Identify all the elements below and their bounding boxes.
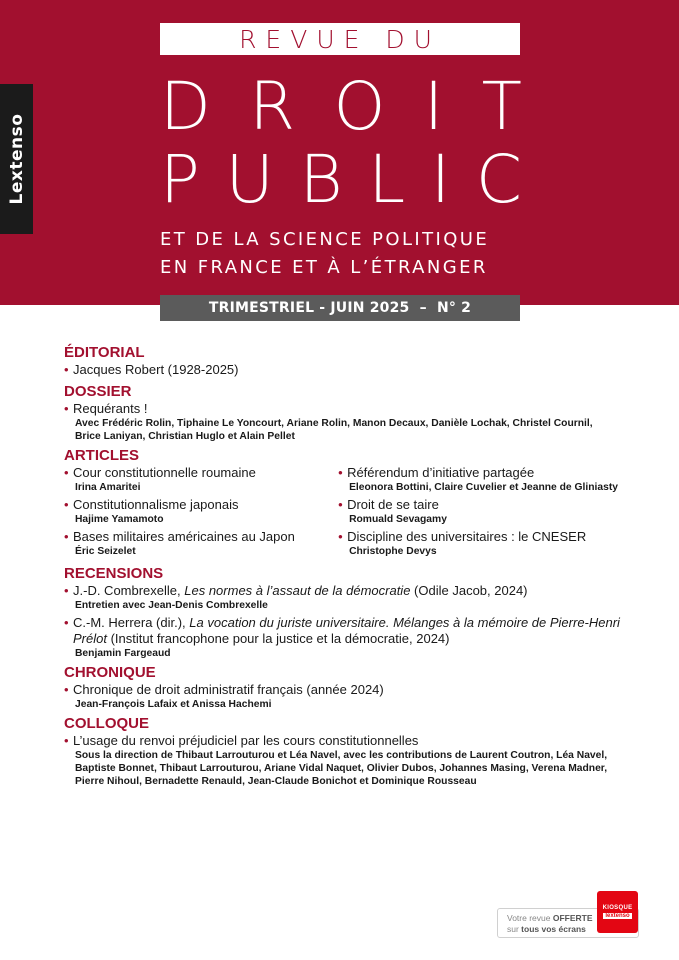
toc-authors: Irina Amaritei xyxy=(75,482,141,493)
toc-item: • Droit de se taire xyxy=(338,497,624,513)
title-revue-box xyxy=(160,23,520,55)
toc-authors: Entretien avec Jean-Denis Combrexelle xyxy=(75,600,268,611)
title-revue-du: REVUE DU xyxy=(239,24,441,54)
articles-right-column xyxy=(338,465,624,561)
section-dossier-heading: DOSSIER xyxy=(64,383,132,400)
publisher-logo: Lextenso xyxy=(6,113,27,205)
articles-left-column xyxy=(64,465,340,561)
toc-authors: Hajime Yamamoto xyxy=(75,514,164,525)
toc-authors: Eleonora Bottini, Claire Cuvelier et Jeanne de Gliniasty xyxy=(349,482,619,493)
toc-item: • C.-M. Herrera (dir.), La vocation du juriste universitaire. Mélanges à la mémoire de Pierre-Henri Prélot (Institut francophone pour la justice et la démocratie, 2024) xyxy=(64,615,624,647)
section-editorial-heading: ÉDITORIAL xyxy=(64,344,145,361)
toc-item: • Référendum d’initiative partagée xyxy=(338,465,624,481)
title-public: P U B L I C xyxy=(160,141,522,218)
section-articles-heading: ARTICLES xyxy=(64,447,139,464)
toc-authors: Avec Frédéric Rolin, Tiphaine Le Yoncourt, Ariane Rolin, Manon Decaux, Danièle Lochak, Christel Cournil, xyxy=(75,418,593,429)
toc-authors: Brice Laniyan, Christian Huglo et Alain Pellet xyxy=(75,431,295,442)
subtitle-line-1: ET DE LA SCIENCE POLITIQUE xyxy=(160,229,490,250)
toc-authors: Jean-François Lafaix et Anissa Hachemi xyxy=(75,699,272,710)
section-recensions-heading: RECENSIONS xyxy=(64,565,164,582)
toc-item: • Discipline des universitaires : le CNESER xyxy=(338,529,624,545)
issue-banner xyxy=(160,295,520,321)
toc-authors: Romuald Sevagamy xyxy=(349,514,447,525)
toc-authors: Sous la direction de Thibaut Larrouturou et Léa Navel, avec les contributions de Laurent Coutron, Léa Navel, xyxy=(75,750,608,761)
section-colloque-heading: COLLOQUE xyxy=(64,715,149,732)
toc-item: • L’usage du renvoi préjudiciel par les cours constitutionnelles xyxy=(64,733,624,749)
toc-item: • Bases militaires américaines au Japon xyxy=(64,529,340,545)
toc-authors: Éric Seizelet xyxy=(75,546,136,557)
toc-authors: Christophe Devys xyxy=(349,546,437,557)
toc-authors: Baptiste Bonnet, Thibaut Larrouturou, Ariane Vidal Naquet, Olivier Dubos, Johannes Masing, Verena Madner, xyxy=(75,763,608,774)
issue-label: TRIMESTRIEL - JUIN 2025 – N° 2 xyxy=(208,300,472,316)
toc-item: • Constitutionnalisme japonais xyxy=(64,497,340,513)
kiosque-offer-text: Votre revue OFFERTE sur tous vos écrans xyxy=(507,913,593,934)
publisher-tab xyxy=(0,84,33,234)
toc-item: • Requérants ! xyxy=(64,401,624,417)
articles-columns xyxy=(64,465,624,561)
section-chronique-heading: CHRONIQUE xyxy=(64,664,156,681)
table-of-contents xyxy=(64,340,624,791)
toc-authors: Pierre Nihoul, Bernadette Renauld, Jean-Claude Bonichot et Dominique Rousseau xyxy=(75,776,477,787)
toc-item: • Jacques Robert (1928-2025) xyxy=(64,362,624,378)
toc-item: • Cour constitutionnelle roumaine xyxy=(64,465,340,481)
subtitle-line-2: EN FRANCE ET À L’ÉTRANGER xyxy=(160,257,488,278)
toc-authors: Benjamin Fargeaud xyxy=(75,648,171,659)
toc-item: • J.-D. Combrexelle, Les normes à l’assaut de la démocratie (Odile Jacob, 2024) xyxy=(64,583,624,599)
kiosque-logo-icon[interactable]: KIOSQUE lextenso xyxy=(597,891,638,933)
title-droit: D R O I T xyxy=(160,68,522,145)
toc-item: • Chronique de droit administratif français (année 2024) xyxy=(64,682,624,698)
